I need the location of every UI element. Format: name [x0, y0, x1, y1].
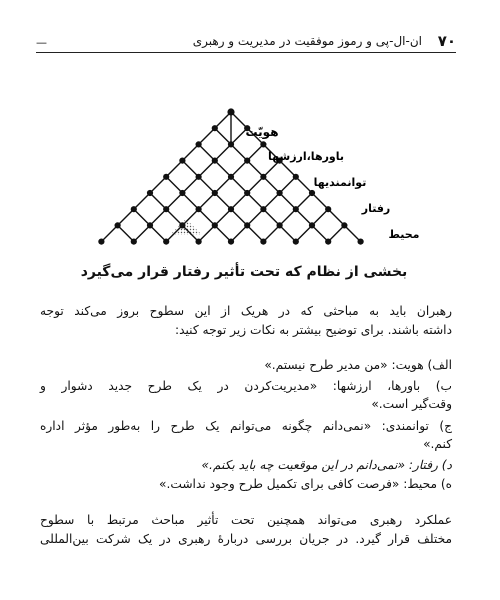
label-capabilities: توانمندیها [313, 176, 367, 189]
dash-mark: — [36, 36, 47, 49]
lattice-node [147, 190, 153, 196]
lattice-line-ascending [199, 161, 280, 242]
lattice-node [309, 190, 315, 196]
lattice-node [277, 190, 283, 196]
lattice-node [212, 125, 218, 131]
page-number: ۷۰ [437, 32, 456, 50]
label-behavior: رفتار [361, 202, 391, 215]
lattice-node [115, 222, 121, 228]
lattice-node [260, 174, 266, 180]
lattice-node [260, 141, 266, 147]
lattice-node [260, 206, 266, 212]
lattice-node [227, 108, 234, 115]
lattice-node [228, 239, 234, 245]
lattice-node [131, 206, 137, 212]
lattice-node [163, 174, 169, 180]
figure-caption: بخشی از نظام که تحت تأثیر رفتار قرار می‌گیرد [80, 264, 408, 280]
label-identity: هویّت [245, 125, 279, 139]
lattice-line-descending [118, 225, 134, 241]
item-environment: ه) محیط: «فرصت کافی برای تکمیل طرح وجود نداشت.» [159, 477, 452, 491]
paragraph2-line2: مختلف قرار گیرد. در جریان بررسی دربارهٔ رهبری در یک شرکت بین‌المللی [40, 532, 452, 546]
lattice-node [244, 222, 250, 228]
lattice-node [293, 239, 299, 245]
item-beliefs-line2: وقت‌گیر است.» [371, 397, 452, 411]
lattice-node [179, 222, 185, 228]
lattice-node [260, 239, 266, 245]
lattice-node [244, 190, 250, 196]
item-capability-line1: ج) توانمندی: «نمی‌دانم چگونه می‌توانم یک طرح را به‌طور مؤثر اداره [40, 419, 452, 433]
label-beliefs: باورها،ارزشها [267, 150, 345, 163]
levels-lattice-diagram [0, 0, 500, 260]
lattice-node [196, 206, 202, 212]
paragraph1-line1: رهبران باید به مباحثی که در هریک از این سطوح بروز می‌کند توجه [40, 304, 452, 318]
lattice-node [179, 158, 185, 164]
lattice-node [293, 174, 299, 180]
lattice-node [212, 222, 218, 228]
lattice-line-ascending [328, 225, 344, 241]
lattice-node [293, 206, 299, 212]
lattice-node [147, 222, 153, 228]
lattice-node [325, 239, 331, 245]
lattice-node [277, 222, 283, 228]
lattice-node [196, 239, 202, 245]
item-identity: الف) هویت: «من مدیر طرح نیستم.» [264, 358, 452, 372]
lattice-node [179, 190, 185, 196]
lattice-node [212, 158, 218, 164]
paragraph1-line2: داشته باشند. برای توضیح بیشتر به نکات زیر توجه کنید: [175, 323, 452, 337]
lattice-node [309, 222, 315, 228]
lattice-node [98, 239, 104, 245]
lattice-node [196, 141, 202, 147]
lattice-node [131, 239, 137, 245]
lattice-node [358, 239, 364, 245]
lattice-node [325, 206, 331, 212]
item-capability-line2: کنم.» [423, 437, 452, 451]
lattice-node [244, 158, 250, 164]
lattice-node [212, 190, 218, 196]
item-beliefs-line1: ب) باورها، ارزشها: «مدیریت‌کردن در یک طرح جدید دشوار و [40, 379, 452, 393]
lattice-node [228, 174, 234, 180]
lattice-node [196, 174, 202, 180]
lattice-node [341, 222, 347, 228]
label-environment: محیط [388, 228, 420, 241]
lattice-node [163, 239, 169, 245]
lattice-node [228, 206, 234, 212]
running-title: ان-ال-پی و رموز موفقیت در مدیریت و رهبری [192, 34, 422, 48]
lattice-node [228, 141, 234, 147]
paragraph2-line1: عملکرد رهبری می‌تواند همچنین تحت تأثیر مباحث مرتبط با سطوح [40, 513, 452, 527]
item-behavior: د) رفتار: «نمی‌دانم در این موقعیت چه باید بکنم.» [201, 458, 452, 472]
lattice-node [163, 206, 169, 212]
